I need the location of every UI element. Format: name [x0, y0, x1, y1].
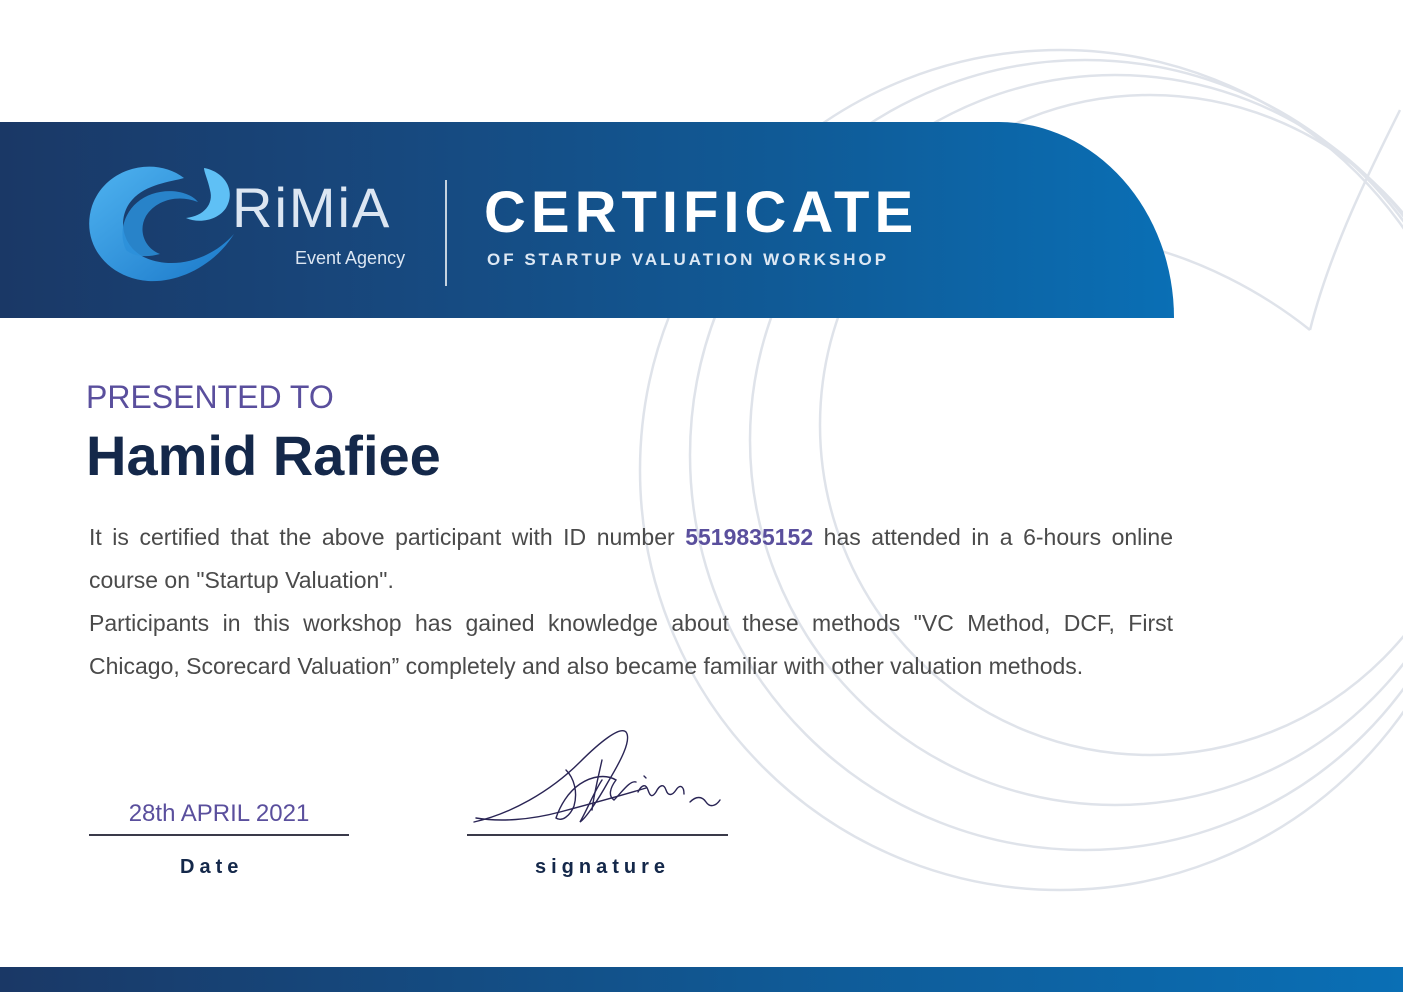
handwritten-signature — [470, 722, 730, 832]
body-paragraph-2: Participants in this workshop has gained knowledge about these methods "VC Method, DCF, First Chicago, Scorecard Valuation” completely and also became familiar with other valuation methods. — [89, 610, 1173, 679]
header-banner — [0, 122, 1174, 318]
signature-label: signature — [535, 856, 671, 878]
header-divider — [445, 180, 447, 286]
recipient-name: Hamid Rafiee — [86, 424, 441, 487]
body-text-after-id: has attended in a 6-hours online course on "Startup Valuation". — [89, 524, 1173, 593]
body-text-before-id: It is certified that the above participant with ID number — [89, 524, 686, 550]
body-paragraph-1 — [89, 516, 1173, 602]
certificate-body — [89, 516, 1173, 688]
presented-to-label: PRESENTED TO — [86, 379, 334, 415]
participant-id-number: 5519835152 — [685, 524, 814, 550]
brand-name: RiMiA — [232, 176, 392, 239]
date-underline — [89, 834, 349, 836]
footer-bar — [0, 967, 1403, 992]
date-label: Date — [180, 856, 244, 878]
certificate-subtitle: OF STARTUP VALUATION WORKSHOP — [487, 250, 890, 269]
rimia-logo-swirl-icon — [86, 158, 236, 283]
date-value: 28th APRIL 2021 — [128, 800, 310, 827]
signature-underline — [467, 834, 728, 836]
certificate-title: CERTIFICATE — [484, 180, 919, 245]
brand-subtitle: Event Agency — [295, 248, 406, 268]
